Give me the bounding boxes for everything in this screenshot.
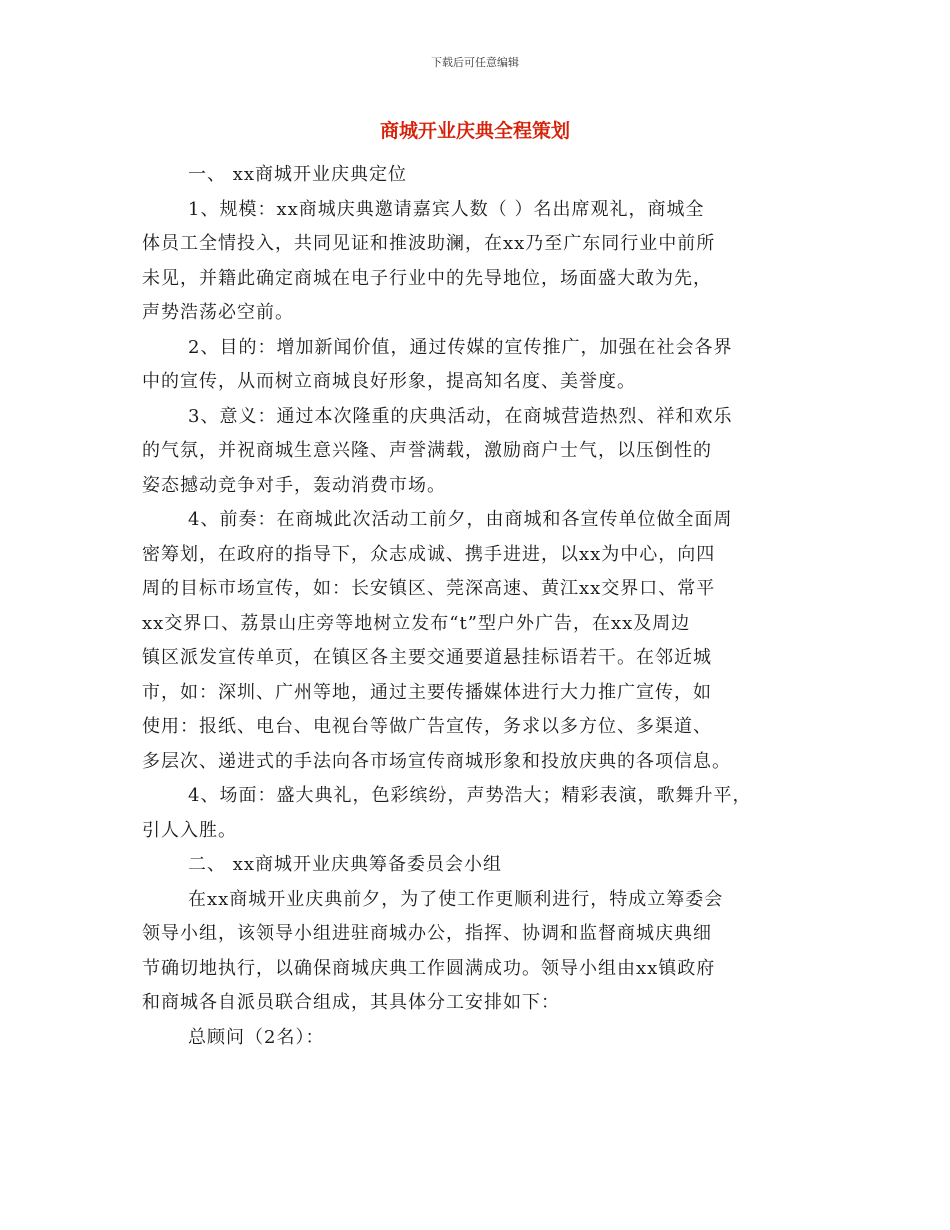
body-text-line: 引人入胜。 xyxy=(142,819,237,841)
body-text-line: 领导小组，该领导小组进驻商城办公，指挥、协调和监督商城庆典细 xyxy=(142,923,712,944)
body-text-line: 二、 xx商城开业庆典筹备委员会小组 xyxy=(188,854,503,875)
document-body xyxy=(142,158,812,1055)
body-text-line: 中的宣传，从而树立商城良好形象，提高知名度、美誉度。 xyxy=(142,371,636,392)
body-text-line: 未见，并籍此确定商城在电子行业中的先导地位，场面盛大敢为先， xyxy=(142,267,712,289)
body-text-line: 多层次、递进式的手法向各市场宣传商城形象和投放庆典的各项信息。 xyxy=(142,750,731,772)
body-text-line: 的气氛，并祝商城生意兴隆、声誉满载，激励商户士气，以压倒性的 xyxy=(142,440,712,461)
body-text-line: xx交界口、荔景山庄旁等地树立发布“t”型户外广告，在xx及周边 xyxy=(142,612,691,634)
body-text-line: 周的目标市场宣传，如：长安镇区、莞深高速、黄江xx交界口、常平 xyxy=(142,578,716,599)
body-text-line: 和商城各自派员联合组成，其具体分工安排如下： xyxy=(142,992,560,1013)
body-text-line: 总顾问（2名）： xyxy=(188,1026,325,1048)
body-text-line: 在xx商城开业庆典前夕，为了使工作更顺利进行，特成立筹委会 xyxy=(188,888,724,910)
body-text-line: 2、目的：增加新闻价值，通过传媒的宣传推广，加强在社会各界 xyxy=(188,336,733,358)
body-text-line: 镇区派发宣传单页，在镇区各主要交通要道悬挂标语若干。在邻近城 xyxy=(142,647,712,668)
body-text-line: 4、前奏：在商城此次活动工前夕，由商城和各宣传单位做全面周 xyxy=(188,509,733,530)
body-text-line: 一、 xx商城开业庆典定位 xyxy=(188,164,408,185)
body-text-line: 姿态撼动竞争对手，轰动消费市场。 xyxy=(142,474,446,496)
body-text-line: 密筹划，在政府的指导下，众志成诚、携手进进，以xx为中心，向四 xyxy=(142,543,716,565)
document-title: 商城开业庆典全程策划 xyxy=(379,120,570,142)
page-header-note: 下载后可任意编辑 xyxy=(431,56,519,69)
body-text-line: 市，如：深圳、广州等地，通过主要传播媒体进行大力推广宣传，如 xyxy=(142,681,712,703)
body-text-line: 1、规模：xx商城庆典邀请嘉宾人数（ ）名出席观礼，商城全 xyxy=(188,198,705,220)
body-text-line: 使用：报纸、电台、电视台等做广告宣传，务求以多方位、多渠道、 xyxy=(142,716,712,737)
body-text-line: 声势浩荡必空前。 xyxy=(142,302,294,323)
body-text-line: 体员工全情投入，共同见证和推波助澜，在xx乃至广东同行业中前所 xyxy=(142,233,716,254)
body-text-line: 节确切地执行，以确保商城庆典工作圆满成功。领导小组由xx镇政府 xyxy=(142,957,716,979)
body-text-line: 4、场面：盛大典礼，色彩缤纷，声势浩大；精彩表演，歌舞升平， xyxy=(188,785,752,806)
body-text-line: 3、意义：通过本次隆重的庆典活动，在商城营造热烈、祥和欢乐 xyxy=(188,405,733,427)
